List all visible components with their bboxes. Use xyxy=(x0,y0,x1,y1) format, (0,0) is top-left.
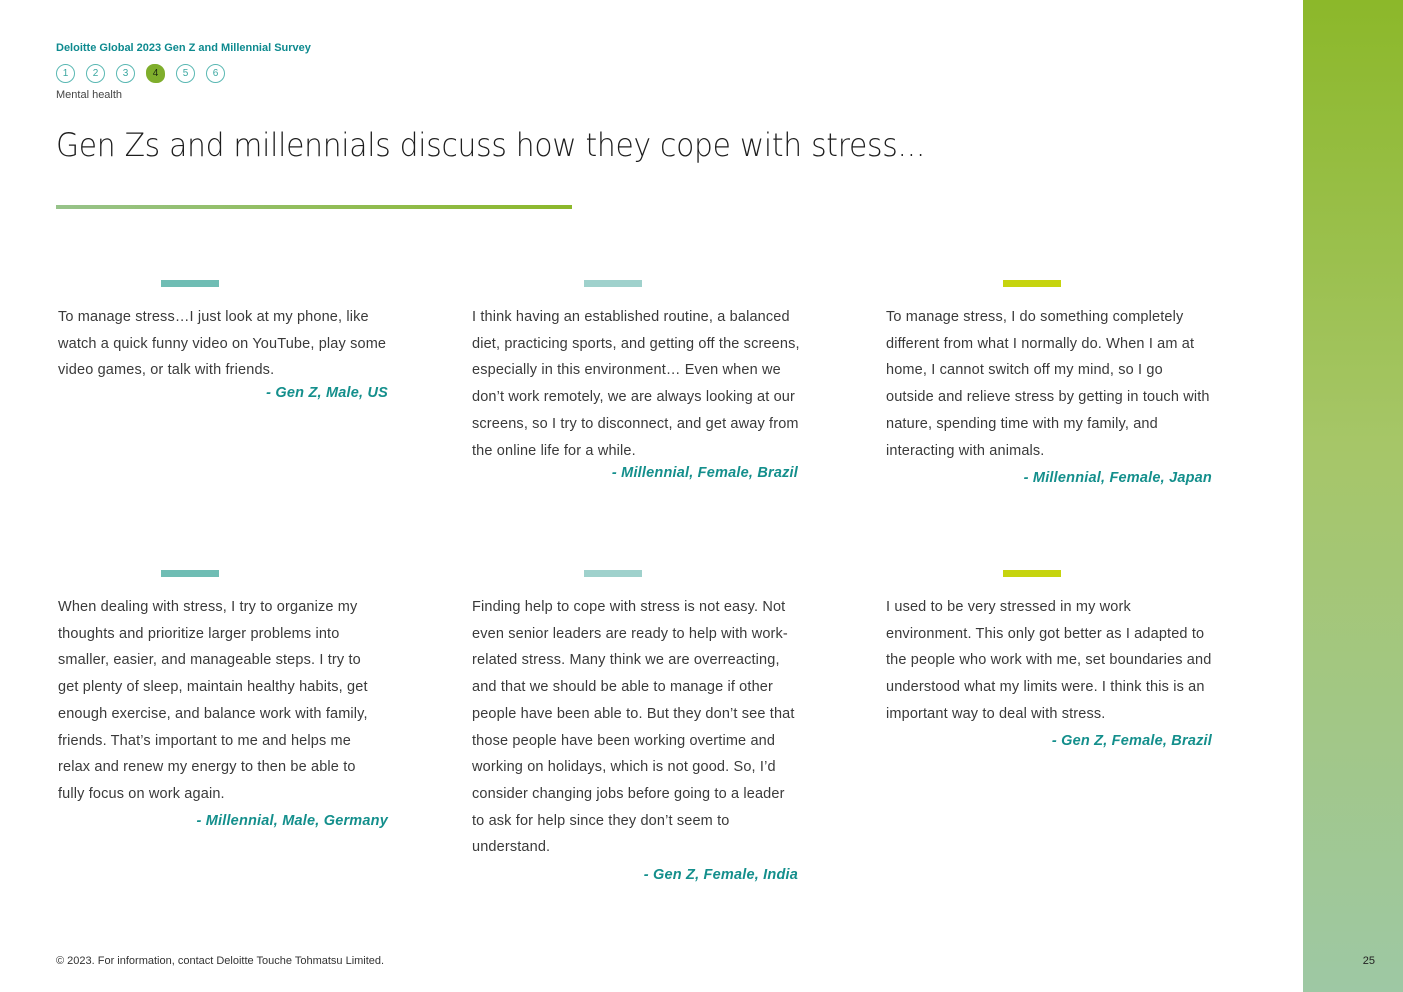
quote-accent-bar xyxy=(1003,570,1061,577)
quote-accent-bar xyxy=(584,570,642,577)
section-nav-item-2[interactable]: 2 xyxy=(86,64,105,83)
quote-text: To manage stress, I do something completely different from what I normally do. When I am at home, I cannot switch off my mind, so I go outside and relieve stress by getting in touch with nature, spending time with my family, and interacting with animals. xyxy=(886,309,1210,459)
quote-attribution: - Gen Z, Male, US xyxy=(266,385,388,401)
quote-accent-bar xyxy=(161,570,219,577)
survey-title[interactable]: Deloitte Global 2023 Gen Z and Millennial Survey xyxy=(56,42,311,54)
page-number: 25 xyxy=(1362,955,1375,967)
quote-attribution: - Millennial, Male, Germany xyxy=(196,813,388,829)
quote-text: Finding help to cope with stress is not easy. Not even senior leaders are ready to help with work-related stress. Many think we are overreacting, and that we should be able to manage if other people have been able to. But they don’t see that those people have been working overtime and working on holidays, which is not good. So, I’d consider changing jobs before going to a leader to ask for help since they don’t seem to understand. xyxy=(472,599,795,856)
footer-copyright: © 2023. For information, contact Deloitte Touche Tohmatsu Limited. xyxy=(56,955,385,967)
quote-text: To manage stress…I just look at my phone, like watch a quick funny video on YouTube, play some video games, or talk with friends. xyxy=(58,309,387,379)
title-underline xyxy=(56,205,572,209)
section-nav-item-4-active[interactable]: 4 xyxy=(146,64,165,83)
section-nav-item-6[interactable]: 6 xyxy=(206,64,225,83)
quote-accent-bar xyxy=(1003,280,1061,287)
quote-text: When dealing with stress, I try to organize my thoughts and prioritize larger problems into smaller, easier, and manageable steps. I try to get plenty of sleep, maintain healthy habits, get enough exercise, and balance work with family, friends. That’s important to me and helps me relax and renew my energy to then be able to fully focus on work again. xyxy=(58,599,368,802)
quote-attribution: - Gen Z, Female, India xyxy=(643,867,798,883)
section-nav-item-5[interactable]: 5 xyxy=(176,64,195,83)
page-title: Gen Zs and millennials discuss how they cope with stress... xyxy=(56,126,926,164)
quote-accent-bar xyxy=(584,280,642,287)
section-nav-item-3[interactable]: 3 xyxy=(116,64,135,83)
quote-attribution: - Millennial, Female, Japan xyxy=(1023,470,1212,486)
quote-attribution: - Millennial, Female, Brazil xyxy=(611,465,798,481)
quote-text: I used to be very stressed in my work environment. This only got better as I adapted to the people who work with me, set boundaries and understood what my limits were. I think this is an important way to deal with stress. xyxy=(886,599,1212,722)
section-name: Mental health xyxy=(56,89,123,101)
quote-attribution: - Gen Z, Female, Brazil xyxy=(1051,733,1212,749)
section-nav xyxy=(56,64,236,83)
quote-accent-bar xyxy=(161,280,219,287)
decorative-side-bar xyxy=(1303,0,1403,992)
quote-text: I think having an established routine, a balanced diet, practicing sports, and getting off the screens, especially in this environment… Even when we don’t work remotely, we are always looking at our screens, so I try to disconnect, and get away from the online life for a while. xyxy=(472,309,800,459)
section-nav-item-1[interactable]: 1 xyxy=(56,64,75,83)
